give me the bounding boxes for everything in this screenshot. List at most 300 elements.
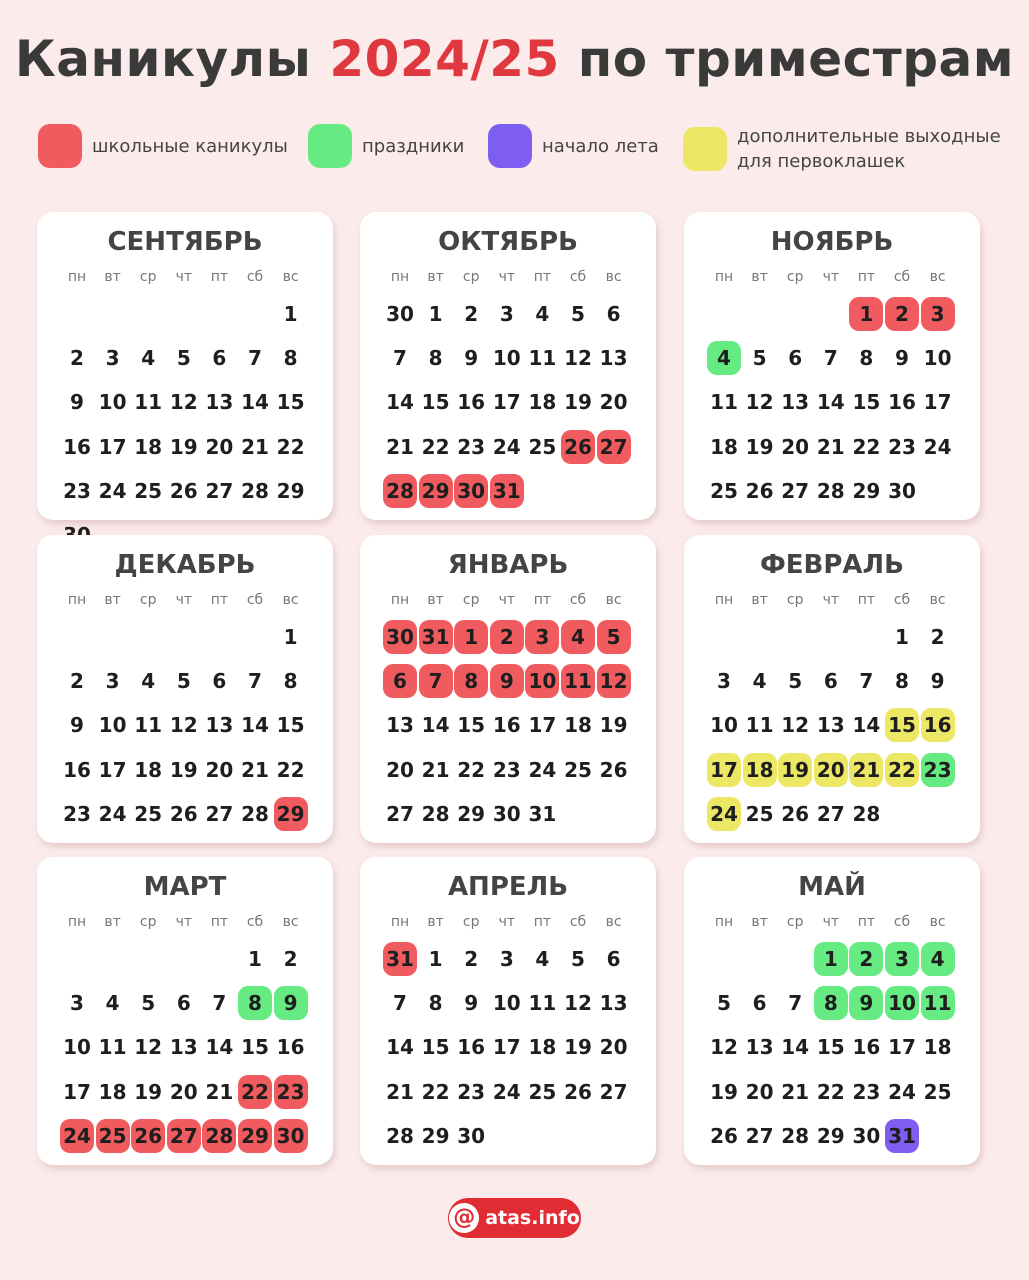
weekday-label: сб — [569, 914, 587, 930]
day-cell: 15 — [816, 1035, 845, 1060]
day-cell: 23 — [921, 753, 955, 787]
month-name: СЕНТЯБРЬ — [107, 227, 263, 257]
day-cell: 16 — [457, 1035, 486, 1060]
month-card-8 — [684, 857, 980, 1165]
day-cell: 9 — [895, 346, 909, 371]
day-cell: 27 — [386, 801, 414, 826]
weekday-label: сб — [569, 269, 587, 285]
day-cell: 2 — [70, 346, 84, 371]
legend-label-holiday: праздники — [362, 135, 465, 157]
day-cell: 25 — [134, 801, 163, 826]
weekday-label: вт — [427, 914, 444, 930]
day-cell: 23 — [63, 478, 91, 503]
weekday-label: пт — [210, 592, 229, 608]
day-cell: 28 — [386, 1123, 414, 1148]
weekday-label: вс — [605, 592, 622, 608]
weekday-label: вт — [751, 269, 768, 285]
day-cell: 3 — [885, 942, 919, 976]
day-cell: 30 — [888, 478, 916, 503]
weekday-label: ср — [462, 592, 480, 608]
day-cell: 5 — [571, 947, 585, 971]
day-cell: 30 — [852, 1123, 881, 1148]
day-cell: 19 — [564, 390, 592, 415]
month-card-5 — [684, 535, 980, 843]
day-cell: 1 — [849, 297, 883, 331]
day-cell: 23 — [852, 1079, 881, 1104]
day-cell: 30 — [274, 1119, 308, 1153]
day-cell: 6 — [606, 947, 621, 971]
day-cell: 28 — [383, 474, 417, 508]
weekday-label: ср — [139, 592, 157, 608]
weekday-label: пн — [714, 914, 734, 930]
day-cell: 6 — [212, 669, 227, 694]
weekday-label: сб — [569, 592, 587, 608]
page-title — [0, 30, 1029, 88]
day-cell: 25 — [96, 1119, 130, 1153]
day-cell: 8 — [454, 664, 488, 698]
day-cell: 27 — [205, 478, 234, 503]
day-cell: 18 — [564, 713, 592, 738]
day-cell: 21 — [386, 1079, 414, 1104]
day-cell: 15 — [276, 713, 305, 738]
weekday-label: пт — [210, 914, 229, 930]
day-cell: 11 — [98, 1035, 127, 1060]
day-cell: 2 — [464, 302, 479, 326]
day-cell: 29 — [419, 474, 453, 508]
day-cell: 1 — [283, 625, 298, 649]
day-cell: 5 — [176, 669, 191, 694]
day-cell: 8 — [283, 669, 298, 694]
weekday-label: пт — [533, 592, 552, 608]
weekday-label: пт — [857, 592, 876, 608]
atas-logo[interactable] — [448, 1198, 581, 1238]
day-cell: 17 — [63, 1079, 91, 1104]
weekday-label: ср — [786, 592, 804, 608]
day-cell: 30 — [383, 620, 417, 654]
weekday-label: пт — [533, 269, 552, 285]
day-cell: 11 — [528, 991, 557, 1016]
day-cell: 10 — [492, 346, 521, 371]
weekday-label: пн — [67, 914, 87, 930]
day-cell: 5 — [788, 669, 803, 694]
day-cell: 24 — [98, 478, 127, 503]
day-cell: 16 — [63, 757, 91, 782]
day-cell: 10 — [710, 713, 738, 738]
weekday-label: пт — [857, 914, 876, 930]
day-cell: 12 — [564, 991, 592, 1016]
day-cell: 27 — [167, 1119, 201, 1153]
day-cell: 11 — [921, 986, 955, 1020]
weekday-label: вс — [282, 592, 299, 608]
day-cell: 22 — [852, 434, 881, 459]
weekday-label: сб — [893, 269, 911, 285]
day-cell: 31 — [885, 1119, 919, 1153]
legend-swatch-holiday — [308, 124, 352, 168]
day-cell: 6 — [606, 302, 621, 326]
day-cell: 8 — [895, 669, 909, 694]
day-cell: 18 — [743, 753, 777, 787]
day-cell: 6 — [752, 991, 767, 1016]
day-cell: 26 — [561, 430, 595, 464]
day-cell: 24 — [60, 1119, 94, 1153]
day-cell: 18 — [98, 1079, 127, 1104]
day-cell: 19 — [564, 1035, 592, 1060]
day-cell: 17 — [98, 434, 127, 459]
day-cell: 10 — [63, 1035, 91, 1060]
weekday-label: вс — [929, 269, 946, 285]
title-suffix: по триместрам — [559, 30, 1015, 88]
day-cell: 3 — [70, 991, 84, 1016]
day-cell: 11 — [134, 713, 163, 738]
day-cell: 17 — [707, 753, 741, 787]
weekday-label: чт — [498, 269, 516, 285]
day-cell: 10 — [98, 713, 127, 738]
day-cell: 24 — [923, 434, 952, 459]
day-cell: 1 — [895, 625, 909, 649]
day-cell: 21 — [421, 757, 450, 782]
day-cell: 27 — [597, 430, 631, 464]
day-cell: 2 — [464, 947, 479, 971]
day-cell: 23 — [274, 1075, 308, 1109]
day-cell: 15 — [276, 390, 305, 415]
day-cell: 8 — [283, 346, 298, 371]
day-cell: 18 — [710, 434, 738, 459]
weekday-label: чт — [822, 592, 840, 608]
day-cell: 3 — [499, 302, 514, 326]
day-cell: 3 — [525, 620, 559, 654]
day-cell: 4 — [141, 669, 156, 694]
weekday-label: пн — [67, 592, 87, 608]
day-cell: 21 — [386, 434, 414, 459]
day-cell: 22 — [421, 434, 450, 459]
weekday-label: пт — [210, 269, 229, 285]
title-prefix: Каникулы — [14, 30, 330, 88]
weekday-label: пн — [390, 914, 410, 930]
day-cell: 7 — [859, 669, 874, 694]
weekday-label: ср — [786, 269, 804, 285]
day-cell: 13 — [745, 1035, 774, 1060]
day-cell: 28 — [421, 801, 450, 826]
weekday-label: чт — [822, 914, 840, 930]
day-cell: 26 — [599, 757, 628, 782]
weekday-label: ср — [462, 914, 480, 930]
day-cell: 2 — [885, 297, 919, 331]
legend-swatch-summer — [488, 124, 532, 168]
day-cell: 31 — [383, 942, 417, 976]
day-cell: 19 — [134, 1079, 163, 1104]
day-cell: 24 — [98, 801, 127, 826]
weekday-label: ср — [786, 914, 804, 930]
day-cell: 17 — [528, 713, 557, 738]
day-cell: 18 — [528, 1035, 557, 1060]
day-cell: 12 — [781, 713, 810, 738]
weekday-label: вс — [929, 914, 946, 930]
day-cell: 5 — [752, 346, 767, 371]
day-cell: 10 — [923, 346, 952, 371]
day-cell: 23 — [492, 757, 521, 782]
day-cell: 29 — [238, 1119, 272, 1153]
day-cell: 13 — [816, 713, 845, 738]
day-cell: 8 — [859, 346, 874, 371]
day-cell: 28 — [202, 1119, 236, 1153]
day-cell: 12 — [745, 390, 774, 415]
day-cell: 30 — [457, 1123, 486, 1148]
day-cell: 29 — [274, 797, 308, 831]
day-cell: 6 — [176, 991, 191, 1016]
day-cell: 19 — [710, 1079, 738, 1104]
day-cell: 7 — [823, 346, 838, 371]
day-cell: 20 — [745, 1079, 774, 1104]
day-cell: 6 — [788, 346, 803, 371]
day-cell: 14 — [241, 713, 269, 738]
weekday-label: чт — [822, 269, 840, 285]
day-cell: 4 — [141, 346, 156, 371]
weekday-label: чт — [498, 592, 516, 608]
day-cell: 15 — [241, 1035, 269, 1060]
weekday-label: вт — [104, 592, 121, 608]
month-name: ФЕВРАЛЬ — [760, 550, 904, 580]
day-cell: 20 — [814, 753, 848, 787]
day-cell: 4 — [707, 341, 741, 375]
day-cell: 7 — [788, 991, 803, 1016]
day-cell: 4 — [105, 991, 120, 1016]
day-cell: 12 — [169, 713, 198, 738]
day-cell: 27 — [781, 478, 810, 503]
day-cell: 25 — [134, 478, 163, 503]
weekday-label: пн — [67, 269, 87, 285]
legend-swatch-school — [38, 124, 82, 168]
day-cell: 21 — [241, 757, 269, 782]
day-cell: 29 — [852, 478, 881, 503]
month-card-3 — [37, 535, 333, 843]
weekday-label: вт — [751, 592, 768, 608]
day-cell: 14 — [816, 390, 845, 415]
day-cell: 11 — [561, 664, 595, 698]
day-cell: 23 — [888, 434, 916, 459]
day-cell: 10 — [885, 986, 919, 1020]
day-cell: 26 — [169, 478, 198, 503]
weekday-label: вс — [605, 269, 622, 285]
legend-summer — [488, 124, 659, 168]
day-cell: 3 — [499, 947, 514, 971]
day-cell: 20 — [599, 390, 628, 415]
weekday-label: вс — [605, 914, 622, 930]
day-cell: 5 — [141, 991, 156, 1016]
month-card-7 — [360, 857, 656, 1165]
day-cell: 27 — [745, 1123, 774, 1148]
day-cell: 12 — [597, 664, 631, 698]
day-cell: 5 — [571, 302, 585, 326]
day-cell: 6 — [212, 346, 227, 371]
weekday-label: вт — [427, 269, 444, 285]
weekday-label: пт — [533, 914, 552, 930]
day-cell: 19 — [745, 434, 774, 459]
day-cell: 9 — [464, 991, 479, 1016]
day-cell: 26 — [131, 1119, 165, 1153]
day-cell: 13 — [205, 390, 234, 415]
day-cell: 10 — [525, 664, 559, 698]
weekday-label: вт — [104, 914, 121, 930]
day-cell: 4 — [752, 669, 767, 694]
weekday-label: пн — [390, 592, 410, 608]
day-cell: 7 — [393, 346, 407, 371]
day-cell: 15 — [885, 708, 919, 742]
weekday-label: ср — [139, 269, 157, 285]
weekday-label: сб — [246, 914, 264, 930]
day-cell: 8 — [238, 986, 272, 1020]
month-name: ОКТЯБРЬ — [438, 227, 578, 257]
day-cell: 7 — [393, 991, 407, 1016]
day-cell: 18 — [528, 390, 557, 415]
day-cell: 24 — [492, 1079, 521, 1104]
day-cell: 4 — [561, 620, 595, 654]
day-cell: 21 — [781, 1079, 810, 1104]
day-cell: 1 — [454, 620, 488, 654]
legend-label-first-graders — [737, 124, 1001, 174]
day-cell: 14 — [386, 1035, 414, 1060]
day-cell: 9 — [849, 986, 883, 1020]
day-cell: 1 — [283, 302, 298, 326]
day-cell: 20 — [205, 757, 234, 782]
day-cell: 29 — [457, 801, 486, 826]
day-cell: 10 — [492, 991, 521, 1016]
day-cell: 17 — [888, 1035, 916, 1060]
day-cell: 28 — [241, 801, 269, 826]
day-cell: 12 — [169, 390, 198, 415]
day-cell: 23 — [63, 801, 91, 826]
day-cell: 22 — [276, 434, 305, 459]
day-cell: 14 — [241, 390, 269, 415]
day-cell: 14 — [852, 713, 881, 738]
day-cell: 28 — [852, 801, 881, 826]
day-cell: 6 — [823, 669, 838, 694]
month-name: ДЕКАБРЬ — [114, 550, 256, 580]
day-cell: 24 — [707, 797, 741, 831]
day-cell: 5 — [597, 620, 631, 654]
day-cell: 31 — [528, 801, 557, 826]
day-cell: 9 — [70, 390, 84, 415]
day-cell: 3 — [921, 297, 955, 331]
day-cell: 30 — [492, 801, 521, 826]
day-cell: 11 — [710, 390, 738, 415]
day-cell: 25 — [528, 1079, 557, 1104]
day-cell: 25 — [923, 1079, 952, 1104]
day-cell: 11 — [745, 713, 774, 738]
weekday-label: пн — [390, 269, 410, 285]
month-name: ЯНВАРЬ — [447, 550, 569, 580]
at-sign-icon: @ — [449, 1203, 479, 1233]
weekday-label: сб — [246, 269, 264, 285]
day-cell: 9 — [274, 986, 308, 1020]
day-cell: 28 — [781, 1123, 810, 1148]
day-cell: 7 — [248, 669, 262, 694]
weekday-label: ср — [462, 269, 480, 285]
logo-text: atas.info — [485, 1207, 580, 1229]
day-cell: 2 — [849, 942, 883, 976]
weekday-label: вс — [282, 914, 299, 930]
month-name: НОЯБРЬ — [770, 227, 894, 257]
day-cell: 20 — [386, 757, 414, 782]
month-card-1 — [360, 212, 656, 520]
day-cell: 16 — [921, 708, 955, 742]
day-cell: 9 — [70, 713, 84, 738]
day-cell: 16 — [888, 390, 916, 415]
day-cell: 16 — [492, 713, 521, 738]
day-cell: 8 — [814, 986, 848, 1020]
day-cell: 1 — [428, 302, 443, 326]
title-year: 2024/25 — [329, 30, 560, 88]
legend-first-graders — [683, 124, 1001, 174]
weekday-label: вс — [282, 269, 299, 285]
legend-swatch-first-graders — [683, 127, 727, 171]
month-card-0 — [37, 212, 333, 520]
day-cell: 31 — [419, 620, 453, 654]
day-cell: 21 — [205, 1079, 234, 1104]
day-cell: 3 — [105, 669, 120, 694]
day-cell: 12 — [564, 346, 592, 371]
weekday-label: вт — [751, 914, 768, 930]
legend-holiday — [308, 124, 464, 168]
day-cell: 2 — [490, 620, 524, 654]
day-cell: 20 — [205, 434, 234, 459]
weekday-label: вт — [427, 592, 444, 608]
weekday-label: пт — [857, 269, 876, 285]
day-cell: 19 — [169, 757, 198, 782]
day-cell: 25 — [710, 478, 738, 503]
month-card-6 — [37, 857, 333, 1165]
day-cell: 2 — [930, 625, 945, 649]
day-cell: 9 — [464, 346, 479, 371]
day-cell: 15 — [421, 390, 450, 415]
day-cell: 13 — [205, 713, 234, 738]
weekday-label: сб — [893, 592, 911, 608]
day-cell: 12 — [134, 1035, 163, 1060]
month-name: МАЙ — [798, 872, 866, 902]
day-cell: 25 — [745, 801, 774, 826]
legend-label-school: школьные каникулы — [92, 135, 288, 157]
day-cell: 19 — [599, 713, 628, 738]
day-cell: 4 — [535, 302, 550, 326]
day-cell: 27 — [205, 801, 234, 826]
day-cell: 9 — [930, 669, 945, 694]
day-cell: 14 — [386, 390, 414, 415]
day-cell: 26 — [781, 801, 810, 826]
day-cell: 17 — [492, 390, 521, 415]
day-cell: 4 — [535, 947, 550, 971]
day-cell: 19 — [778, 753, 812, 787]
day-cell: 10 — [98, 390, 127, 415]
weekday-label: ср — [139, 914, 157, 930]
day-cell: 22 — [885, 753, 919, 787]
day-cell: 28 — [816, 478, 845, 503]
day-cell: 5 — [717, 991, 731, 1016]
legend-label-first-graders-line1: дополнительные выходные — [737, 126, 1001, 147]
day-cell: 29 — [276, 478, 305, 503]
day-cell: 1 — [814, 942, 848, 976]
day-cell: 1 — [428, 947, 443, 971]
day-cell: 20 — [169, 1079, 198, 1104]
day-cell: 29 — [421, 1123, 450, 1148]
day-cell: 28 — [241, 478, 269, 503]
day-cell: 16 — [276, 1035, 305, 1060]
day-cell: 14 — [781, 1035, 810, 1060]
day-cell: 16 — [852, 1035, 881, 1060]
day-cell: 4 — [921, 942, 955, 976]
day-cell: 25 — [564, 757, 592, 782]
day-cell: 18 — [134, 434, 163, 459]
day-cell: 3 — [105, 346, 120, 371]
month-name: МАРТ — [143, 872, 227, 902]
